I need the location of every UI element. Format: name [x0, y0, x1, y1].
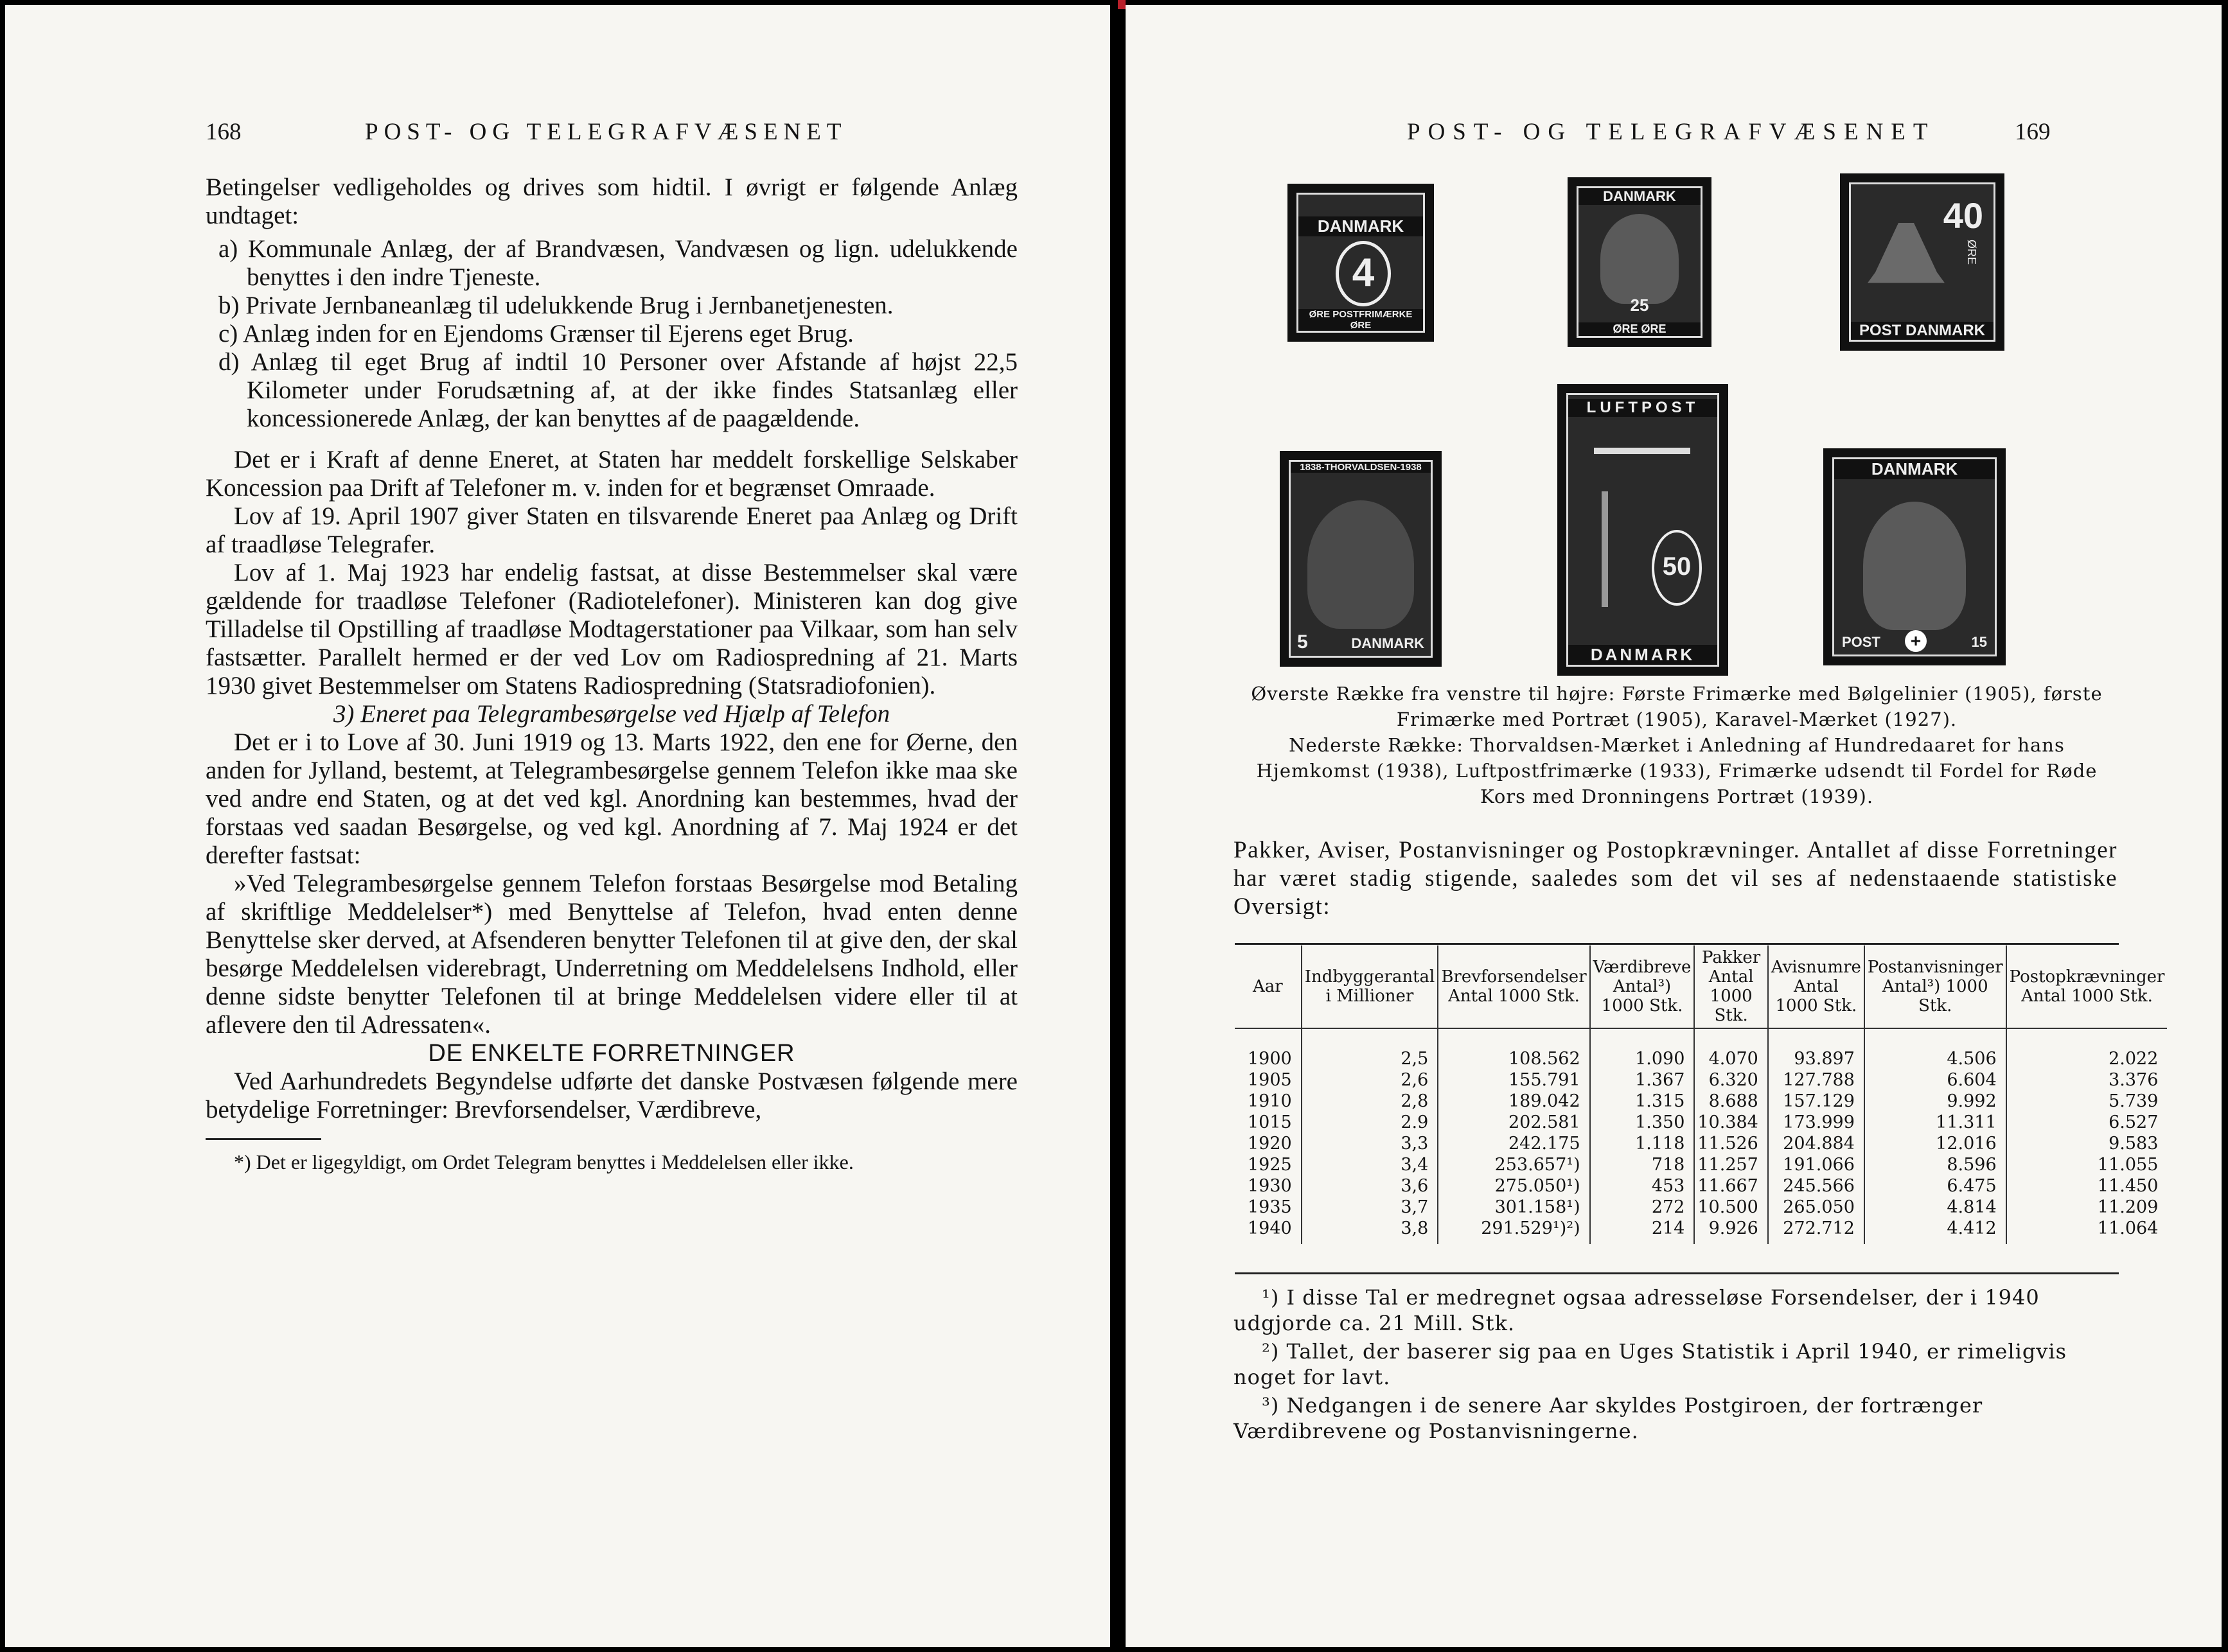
table-cell: 1.118 — [1590, 1133, 1695, 1154]
table-cell: 202.581 — [1438, 1112, 1589, 1133]
table-cell: 9.992 — [1864, 1091, 2006, 1112]
table-cell: 4.070 — [1694, 1048, 1767, 1069]
stamp-label: 1838-THORVALDSEN-1938 — [1291, 462, 1431, 473]
stamp-label: DANMARK — [1351, 635, 1424, 651]
table-cell: 1.350 — [1590, 1112, 1695, 1133]
table-cell: 6.604 — [1864, 1069, 2006, 1091]
stamp-value: 40 — [1943, 195, 1983, 236]
left-body — [206, 173, 1018, 1175]
table-cell: 127.788 — [1768, 1069, 1864, 1091]
right-paragraph: Pakker, Aviser, Postanvisninger og Postopkrævninger. Antallet af disse Forretninger har været stadig stigende, saaledes som det vil ses af nedenstaaende statistiske Oversigt: — [1233, 837, 2117, 920]
footnote: *) Det er ligegyldigt, om Ordet Telegram benyttes i Meddelelsen eller ikke. — [234, 1150, 854, 1173]
running-head-left: POST- OG TELEGRAFVÆSENET — [365, 119, 847, 145]
table-cell: 11.055 — [2006, 1154, 2168, 1175]
table-cell: 2.022 — [2006, 1048, 2168, 1069]
column-header: Værdibreve Antal³) 1000 Stk. — [1590, 945, 1695, 1028]
table-cell: 1905 — [1248, 1070, 1292, 1090]
portrait-figure — [1600, 214, 1679, 304]
stamp-label: ØRE ØRE — [1578, 322, 1701, 336]
stamp-label: POST — [1842, 634, 1880, 650]
table-cell: 242.175 — [1438, 1133, 1589, 1154]
paragraph: Lov af 1. Maj 1923 har endelig fastsat, at disse Bestemmelser skal være gældende for traadløse Telefoner (Radiotelefoner). Ministeren kan dog give Tilladelse til Opstilling af traadløse Modtagerstationer paa Vilkaar, som han selv fastsætter. Parallelt hermed er der ved Lov om Radiospredning af 21. Marts 1930 givet Bestemmelser om Statens Radiospredning (Statsradiofonien). — [206, 559, 1018, 699]
stamp-label: LUFTPOST — [1568, 399, 1717, 417]
table-cell: 11.526 — [1694, 1133, 1767, 1154]
table-cell: 272 — [1590, 1197, 1695, 1218]
table-cell: 4.506 — [1864, 1048, 2006, 1069]
table-row — [1235, 1048, 2167, 1069]
table-cell: 189.042 — [1438, 1091, 1589, 1112]
list-item: b) Private Jernbaneanlæg til udelukkende Brug i Jernbanetjenesten. — [218, 292, 894, 319]
list-item: a) Kommunale Anlæg, der af Brandvæsen, Vandvæsen og lign. udelukkende benyttes i den indre Tjeneste. — [218, 235, 1018, 291]
stamp-label: DANMARK — [1568, 645, 1717, 665]
stamp-label: DANMARK — [1834, 459, 1995, 479]
airplane-icon — [1594, 448, 1690, 454]
stamp-value: 5 — [1297, 631, 1308, 653]
table-note: ¹) I disse Tal er medregnet ogsaa adresseløse Forsendelser, der i 1940 udgjorde ca. 21 Mill. Stk. — [1233, 1285, 2040, 1335]
table-header-row — [1235, 945, 2167, 1028]
table-cell: 1900 — [1248, 1049, 1292, 1069]
table-row — [1235, 1154, 2167, 1175]
table-cell: 1940 — [1248, 1218, 1292, 1238]
table-cell: 11.667 — [1694, 1175, 1767, 1197]
stamp-red-cross — [1823, 448, 2006, 665]
right-page — [1126, 5, 2222, 1647]
table-notes — [1233, 1285, 2117, 1446]
column-header: Postanvisninger Antal³) 1000 Stk. — [1864, 945, 2006, 1028]
running-head-right: POST- OG TELEGRAFVÆSENET — [1407, 119, 1936, 145]
table-cell: 10.500 — [1694, 1197, 1767, 1218]
stamp-label: POST DANMARK — [1851, 322, 1994, 340]
table-cell: 3,8 — [1302, 1218, 1438, 1244]
list-item: d) Anlæg til eget Brug af indtil 10 Personer over Afstande af højst 22,5 Kilometer under Forudsætning af, at der ikke findes Statsanlæg eller koncessionerede Anlæg, der kan benyttes af de paagældende. — [218, 348, 1018, 432]
table-cell: 1910 — [1248, 1091, 1292, 1111]
table-cell: 11.257 — [1694, 1154, 1767, 1175]
page-number-right: 169 — [2015, 119, 2051, 145]
stamp-value: 15 — [1971, 634, 1987, 650]
table-cell: 3,3 — [1302, 1133, 1438, 1154]
table-cell: 1.315 — [1590, 1091, 1695, 1112]
column-header: Postopkrævninger Antal 1000 Stk. — [2006, 945, 2168, 1028]
queen-portrait — [1863, 502, 1966, 630]
column-header: Indbyggerantal i Millioner — [1302, 945, 1438, 1028]
column-header: Pakker Antal 1000 Stk. — [1694, 945, 1767, 1028]
table-cell: 155.791 — [1438, 1069, 1589, 1091]
table-cell: 1.367 — [1590, 1069, 1695, 1091]
table-cell: 1930 — [1248, 1176, 1292, 1196]
table-row — [1235, 1218, 2167, 1244]
red-cross-icon: + — [1905, 630, 1927, 652]
table-cell: 5.739 — [2006, 1091, 2168, 1112]
table-cell: 291.529¹)²) — [1438, 1218, 1589, 1244]
stamp-wavy-lines — [1287, 184, 1434, 342]
table-cell: 10.384 — [1694, 1112, 1767, 1133]
table-note: ³) Nedgangen i de senere Aar skyldes Postgiroen, der fortrænger Værdibrevene og Postanvisningerne. — [1233, 1393, 1983, 1443]
table-cell: 1925 — [1248, 1155, 1292, 1175]
table-cell: 3,7 — [1302, 1197, 1438, 1218]
paragraph: »Ved Telegrambesørgelse gennem Telefon forstaas Besørgelse mod Betaling af skriftlige Meddelelser*) med Benyttelse af Telefon, hvad enten denne Benyttelse sker derved, at Afsenderen benytter Telefonen til at give den, der skal besørge Meddelelsen viderebragt, Underretning om Meddelelsens Indhold, eller denne sidste benytter Telefonen til at bringe Meddelelsen videre eller til at aflevere den til Adressaten«. — [206, 870, 1018, 1039]
table-body — [1235, 1028, 2167, 1244]
table-cell: 6.527 — [2006, 1112, 2168, 1133]
table-cell: 3,4 — [1302, 1154, 1438, 1175]
stamp-caravel — [1840, 173, 2004, 351]
table-cell: 1935 — [1248, 1197, 1292, 1217]
table-cell: 272.712 — [1768, 1218, 1864, 1244]
table-cell: 1015 — [1248, 1112, 1292, 1132]
paragraph: Det er i Kraft af denne Eneret, at Staten har meddelt forskellige Selskaber Koncession paa Drift af Telefoner m. v. inden for et begrænset Omraade. — [206, 446, 1018, 502]
intro-paragraph: Betingelser vedligeholdes og drives som hidtil. I øvrigt er følgende Anlæg undtaget: — [206, 173, 1018, 229]
table-row — [1235, 1197, 2167, 1218]
thorvaldsen-figure — [1307, 500, 1414, 629]
page-number-left: 168 — [206, 119, 242, 145]
list-item: c) Anlæg inden for en Ejendoms Grænser til Ejerens eget Brug. — [218, 320, 854, 347]
paragraph: Lov af 19. April 1907 giver Staten en tilsvarende Eneret paa Anlæg og Drift af traadløse Telegrafer. — [206, 502, 1018, 558]
table-cell: 157.129 — [1768, 1091, 1864, 1112]
table-cell: 245.566 — [1768, 1175, 1864, 1197]
table-cell: 2,8 — [1302, 1091, 1438, 1112]
table-cell: 265.050 — [1768, 1197, 1864, 1218]
table-cell: 93.897 — [1768, 1048, 1864, 1069]
section-heading: DE ENKELTE FORRETNINGER — [428, 1040, 795, 1067]
table-cell: 2.9 — [1302, 1112, 1438, 1133]
table-cell: 108.562 — [1438, 1048, 1589, 1069]
table-cell: 253.657¹) — [1438, 1154, 1589, 1175]
stamp-label: DANMARK — [1578, 188, 1701, 205]
exception-list — [206, 235, 1018, 433]
table-cell: 9.926 — [1694, 1218, 1767, 1244]
table-note: ²) Tallet, der baserer sig paa en Uges Statistik i April 1940, er rimeligvis noget for lavt. — [1233, 1339, 2067, 1389]
statistics-table — [1235, 945, 2167, 1244]
table-cell: 301.158¹) — [1438, 1197, 1589, 1218]
stamp-value: 4 — [1336, 241, 1391, 306]
subheading: 3) Eneret paa Telegrambesørgelse ved Hjælp af Telefon — [333, 700, 890, 728]
table-cell: 718 — [1590, 1154, 1695, 1175]
table-cell: 12.016 — [1864, 1133, 2006, 1154]
stamp-portrait-1905 — [1568, 177, 1711, 347]
table-cell: 275.050¹) — [1438, 1175, 1589, 1197]
stamp-airmail — [1557, 384, 1728, 676]
table-cell: 204.884 — [1768, 1133, 1864, 1154]
spine-mark — [1118, 0, 1126, 9]
table-cell: 453 — [1590, 1175, 1695, 1197]
table-cell: 6.320 — [1694, 1069, 1767, 1091]
column-header: Aar — [1235, 945, 1302, 1028]
table-cell: 6.475 — [1864, 1175, 2006, 1197]
table-cell: 4.814 — [1864, 1197, 2006, 1218]
table-row — [1235, 1175, 2167, 1197]
stamp-label: DANMARK — [1298, 216, 1423, 236]
spire-icon — [1602, 491, 1608, 607]
table-row — [1235, 1133, 2167, 1154]
table-cell: 214 — [1590, 1218, 1695, 1244]
table-cell: 191.066 — [1768, 1154, 1864, 1175]
stamp-thorvaldsen — [1280, 451, 1442, 667]
table-cell: 8.596 — [1864, 1154, 2006, 1175]
column-header: Avisnumre Antal 1000 Stk. — [1768, 945, 1864, 1028]
left-page — [5, 5, 1110, 1647]
table-cell: 1920 — [1248, 1134, 1292, 1154]
table-cell: 2,5 — [1302, 1048, 1438, 1069]
table-cell: 1.090 — [1590, 1048, 1695, 1069]
table-cell: 9.583 — [2006, 1133, 2168, 1154]
paragraph: Det er i to Love af 30. Juni 1919 og 13. Marts 1922, den ene for Øerne, den anden for Jylland, bestemt, at Telegrambesørgelse gennem Telefon ikke maa ske ved andre end Staten, og at det ved kgl. Anordning kan bestemmes, hvad der forstaas ved saadan Besørgelse, og ved kgl. Anordning af 7. Maj 1924 er det derefter fastsat: — [206, 728, 1018, 869]
table-cell: 4.412 — [1864, 1218, 2006, 1244]
paragraph: Ved Aarhundredets Begyndelse udførte det danske Postvæsen følgende mere betydelige Forretninger: Brevforsendelser, Værdibreve, — [206, 1068, 1018, 1123]
table-cell: 11.311 — [1864, 1112, 2006, 1133]
table-row — [1235, 1091, 2167, 1112]
table-cell: 2,6 — [1302, 1069, 1438, 1091]
footnote-rule — [206, 1138, 321, 1140]
table-cell: 3.376 — [2006, 1069, 2168, 1091]
table-cell: 11.209 — [2006, 1197, 2168, 1218]
table-row — [1235, 1069, 2167, 1091]
stamp-value: 25 — [1630, 295, 1649, 315]
column-header: Brevforsendelser Antal 1000 Stk. — [1438, 945, 1589, 1028]
spacer-row — [1235, 1028, 2167, 1048]
table-cell: 11.450 — [2006, 1175, 2168, 1197]
caption-line: Øverste Række fra venstre til højre: Første Frimærke med Bølgelinier (1905), første Frimærke med Portræt (1905), Karavel-Mærket (1927). — [1251, 683, 2103, 730]
table-row — [1235, 1112, 2167, 1133]
table-cell: 11.064 — [2006, 1218, 2168, 1244]
caravel-ship-icon — [1868, 223, 1945, 294]
stamp-label: ØRE POSTFRIMÆRKE ØRE — [1298, 309, 1423, 331]
stamp-label: ØRE — [1965, 240, 1978, 265]
table-cell: 8.688 — [1694, 1091, 1767, 1112]
table-cell: 173.999 — [1768, 1112, 1864, 1133]
caption-line: Nederste Række: Thorvaldsen-Mærket i Anledning af Hundredaaret for hans Hjemkomst (1938), Luftpostfrimærke (1933), Frimærke udsendt til Fordel for Røde Kors med Dronningens Portræt (1939). — [1256, 734, 2098, 807]
stamp-value: 50 — [1652, 530, 1702, 606]
table-cell: 3,6 — [1302, 1175, 1438, 1197]
stamp-caption — [1233, 681, 2120, 809]
